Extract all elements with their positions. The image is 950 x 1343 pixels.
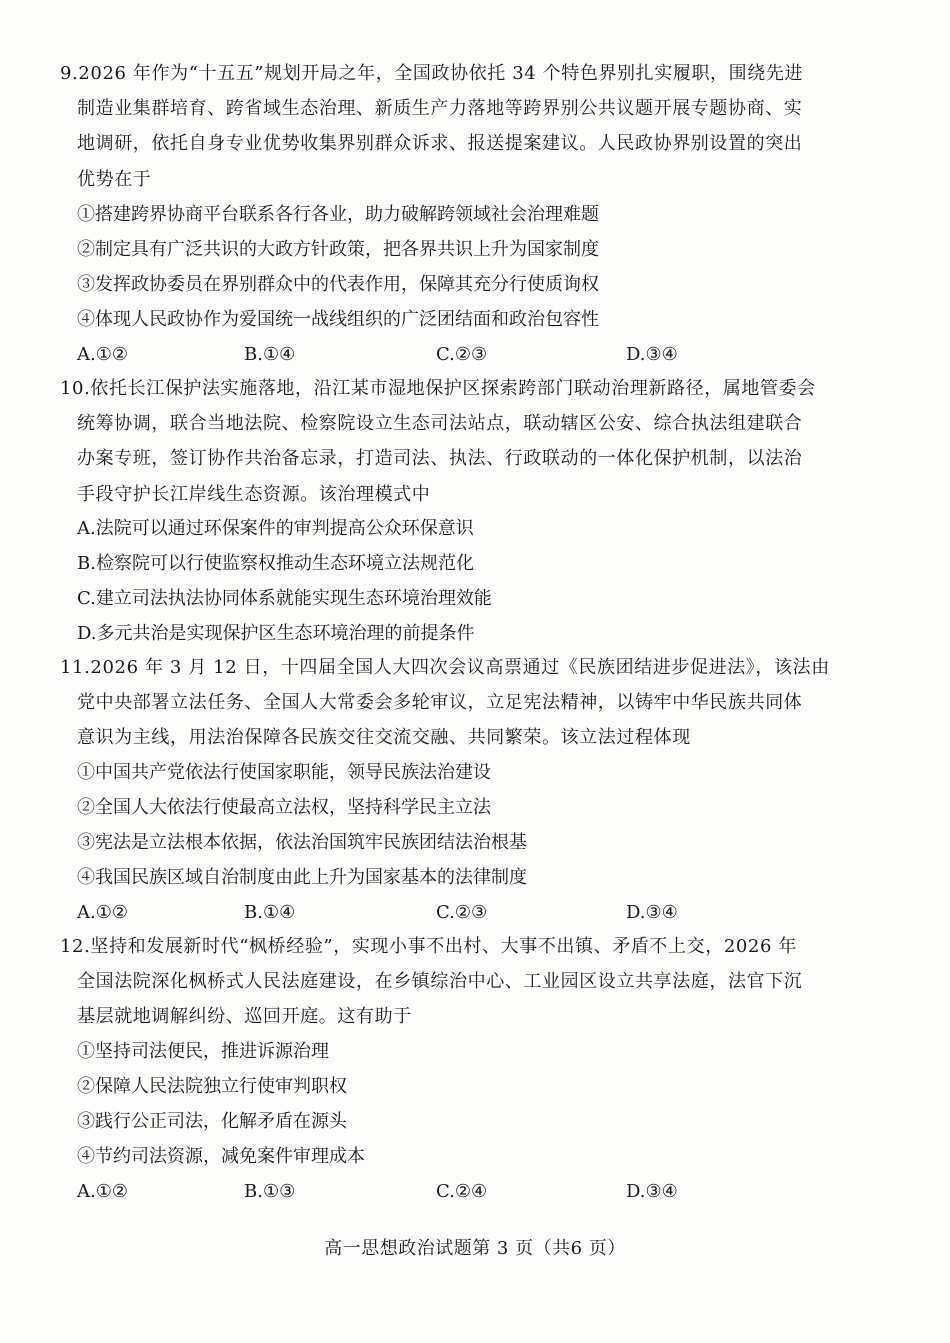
question-11-option-1: ①中国共产党依法行使国家职能，领导民族法治建设 (77, 762, 491, 783)
question-12-option-1: ①坚持司法便民，推进诉源治理 (77, 1041, 329, 1062)
question-12-choice-b: B.①③ (244, 1181, 296, 1202)
question-11-stem-line-3: 意识为主线，用法治保障各民族交往交流交融、共同繁荣。该立法过程体现 (77, 727, 691, 748)
question-12-option-2: ②保障人民法院独立行使审判职权 (77, 1076, 347, 1097)
question-9-option-3: ③发挥政协委员在界别群众中的代表作用，保障其充分行使质询权 (77, 274, 599, 295)
question-11-stem-line-2: 党中央部署立法任务、全国人大常委会多轮审议，立足宪法精神，以铸牢中华民族共同体 (77, 692, 803, 713)
question-12-option-3: ③践行公正司法，化解矛盾在源头 (77, 1111, 347, 1132)
question-11-stem-line-1: 11.2026 年 3 月 12 日，十四届全国人大四次会议高票通过《民族团结进步促进法》，该法由 (60, 657, 830, 678)
page-footer: 高一思想政治试题第 3 页（共6 页） (324, 1238, 626, 1259)
question-9-option-4: ④体现人民政协作为爱国统一战线组织的广泛团结面和政治包容性 (77, 309, 599, 330)
question-9-choice-c: C.②③ (436, 344, 488, 365)
question-10-option-b: B.检察院可以行使监察权推动生态环境立法规范化 (77, 553, 474, 574)
question-10-option-a: A.法院可以通过环保案件的审判提高公众环保意识 (77, 518, 474, 539)
question-12-choice-c: C.②④ (436, 1181, 488, 1202)
question-10-stem-line-4: 手段守护长江岸线生态资源。该治理模式中 (77, 484, 431, 505)
question-10-option-c: C.建立司法执法协同体系就能实现生态环境治理效能 (77, 588, 492, 609)
question-9-stem-line-2: 制造业集群培育、跨省域生态治理、新质生产力落地等跨界别公共议题开展专题协商、实 (77, 98, 803, 119)
question-11-option-3: ③宪法是立法根本依据，依法治国筑牢民族团结法治根基 (77, 832, 527, 853)
question-12-choice-a: A.①② (77, 1181, 128, 1202)
question-10-stem-line-3: 办案专班，签订协作共治备忘录，打造司法、执法、行政联动的一体化保护机制，以法治 (77, 448, 803, 469)
question-10-option-d: D.多元共治是实现保护区生态环境治理的前提条件 (77, 623, 475, 644)
question-11-choice-c: C.②③ (436, 902, 488, 923)
question-11-option-4: ④我国民族区域自治制度由此上升为国家基本的法律制度 (77, 867, 527, 888)
question-11-choice-a: A.①② (77, 902, 128, 923)
question-11-option-2: ②全国人大依法行使最高立法权，坚持科学民主立法 (77, 797, 491, 818)
question-12-choice-d: D.③④ (626, 1181, 678, 1202)
question-9-choice-a: A.①② (77, 344, 128, 365)
question-10-stem-line-2: 统筹协调，联合当地法院、检察院设立生态司法站点，联动辖区公安、综合执法组建联合 (77, 413, 803, 434)
question-11-choice-b: B.①④ (244, 902, 296, 923)
question-12-stem-line-3: 基层就地调解纠纷、巡回开庭。这有助于 (77, 1006, 412, 1027)
question-9-option-2: ②制定具有广泛共识的大政方针政策，把各界共识上升为国家制度 (77, 239, 599, 260)
question-10-stem-line-1: 10.依托长江保护法实施落地，沿江某市湿地保护区探索跨部门联动治理新路径，属地管委会 (60, 378, 816, 399)
question-11-choice-d: D.③④ (626, 902, 678, 923)
question-9-stem-line-1: 9.2026 年作为“十五五”规划开局之年，全国政协依托 34 个特色界别扎实履职，围绕先进 (60, 63, 804, 84)
question-9-stem-line-3: 地调研，依托自身专业优势收集界别群众诉求、报送提案建议。人民政协界别设置的突出 (77, 133, 803, 154)
question-9-choice-b: B.①④ (244, 344, 296, 365)
question-9-option-1: ①搭建跨界协商平台联系各行各业，助力破解跨领域社会治理难题 (77, 204, 599, 225)
question-12-option-4: ④节约司法资源，减免案件审理成本 (77, 1146, 365, 1167)
question-12-stem-line-2: 全国法院深化枫桥式人民法庭建设，在乡镇综治中心、工业园区设立共享法庭，法官下沉 (77, 971, 803, 992)
question-12-stem-line-1: 12.坚持和发展新时代“枫桥经验”，实现小事不出村、大事不出镇、矛盾不上交，2026 年 (60, 936, 797, 957)
question-9-stem-line-4: 优势在于 (77, 169, 152, 190)
question-9-choice-d: D.③④ (626, 344, 678, 365)
